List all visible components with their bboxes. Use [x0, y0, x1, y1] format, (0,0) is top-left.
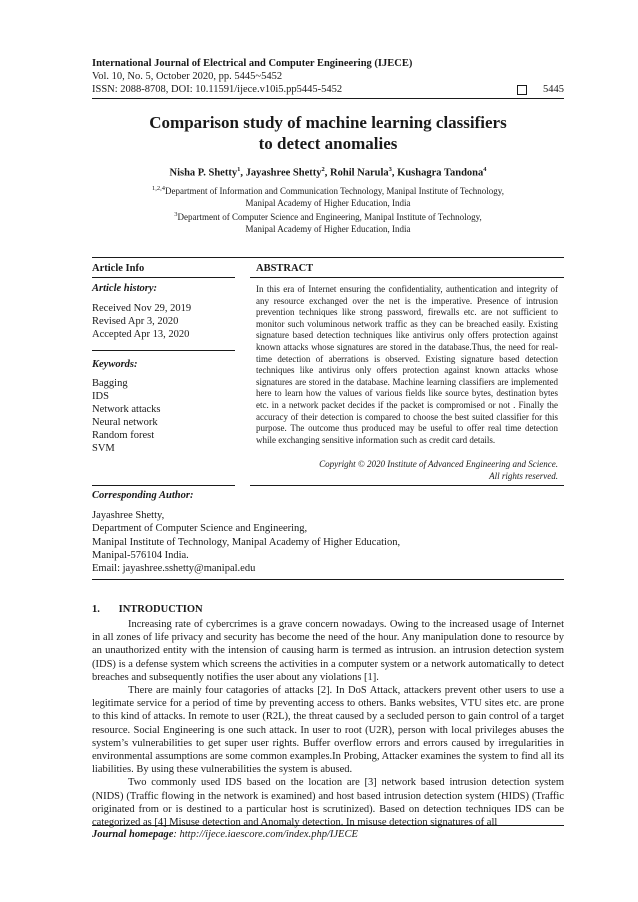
- paragraph: Two commonly used IDS based on the location are [3] network based intrusion detection system (NIDS) (Traffic flowing in the network is examined) and host based intrusion detection system (HIDS) (Traffic originated from or is destined to a particular host is scrutinized). Based on detection techniques IDS can be categorized as [4] Misuse detection and Anomaly detection. In misuse detection signatures of all: [92, 777, 564, 829]
- keyword-item: IDS: [92, 391, 109, 402]
- paper-title: [92, 112, 564, 154]
- keywords-rule: [92, 350, 235, 351]
- author-list: Nisha P. Shetty$^1$, Jayashree Shetty$^2$, Rohil Narula$^3$, Kushagra Tandona$^4$: [169, 166, 487, 179]
- affiliations: [92, 183, 564, 235]
- corresponding-line: Department of Computer Science and Engineering,: [92, 523, 308, 535]
- paragraph: Increasing rate of cybercrimes is a grave concern nowadays. Owing to the increased usage of Internet in all zones of life privacy and security has become the need of the hour. Any manipulation done to resource by an unauthorized entity with the intension of causing harm is termed as intrusion. an intrusion detection system (IDS) is a defense system which screens the activities in a computer system or a network automatically to detect breaches and subsequently notifies the user about any violations [1].: [92, 619, 564, 683]
- author: Jayashree Shetty: [245, 167, 322, 179]
- keyword-item: SVM: [92, 443, 115, 454]
- keyword-item: Bagging: [92, 378, 128, 389]
- corresponding-line: Manipal-576104 India.: [92, 549, 189, 561]
- box-icon: [517, 85, 527, 95]
- copyright-line: All rights reserved.: [489, 470, 558, 481]
- corresponding-line: Manipal Institute of Technology, Manipal Academy of Higher Education,: [92, 536, 401, 548]
- affiliation-line: Manipal Academy of Higher Education, India: [245, 223, 411, 234]
- keyword-item: Network attacks: [92, 404, 161, 415]
- copyright: [256, 459, 558, 482]
- abstract-bottom-rule: [250, 485, 564, 486]
- affiliation-line: Manipal Academy of Higher Education, India: [245, 197, 411, 208]
- history-list: [92, 302, 191, 341]
- corresponding-details: [92, 509, 564, 575]
- affiliation-text: Department of Information and Communication Technology, Manipal Institute of Technology,: [165, 186, 504, 196]
- journal-homepage-link[interactable]: http://ijece.iaescore.com/index.php/IJECE: [179, 829, 358, 840]
- author: Kushagra Tandona: [397, 167, 484, 179]
- history-item: Revised Apr 3, 2020: [92, 316, 179, 327]
- keywords-label: Keywords:: [92, 359, 138, 370]
- title-line-2: to detect anomalies: [258, 134, 398, 153]
- article-info-heading: Article Info: [92, 263, 145, 274]
- section-heading: [92, 604, 203, 615]
- header-rule: [92, 98, 564, 99]
- corresponding-line: Jayashree Shetty,: [92, 510, 165, 521]
- affiliation-sup: 1,2,4: [152, 185, 166, 192]
- issn-doi: ISSN: 2088-8708, DOI: 10.11591/ijece.v10i5.pp5445-5452: [92, 84, 343, 95]
- corresponding-email[interactable]: Email: jayashree.sshetty@manipal.edu: [92, 563, 256, 575]
- keywords-list: [92, 377, 161, 455]
- author: Rohil Narula: [330, 167, 389, 179]
- author-sup: 1: [237, 166, 241, 173]
- page-number: 5445: [543, 84, 564, 95]
- journal-issn: [92, 83, 564, 96]
- footer-rule: [92, 825, 564, 826]
- corresponding-label: Corresponding Author:: [92, 490, 194, 501]
- journal-name: International Journal of Electrical and Computer Engineering (IJECE): [92, 58, 413, 69]
- keyword-item: Neural network: [92, 417, 158, 428]
- history-label: Article history:: [92, 283, 158, 294]
- author-sup: 2: [321, 166, 325, 173]
- section-number: 1.: [92, 604, 100, 615]
- box-top-rule: [92, 257, 564, 258]
- history-item: Received Nov 29, 2019: [92, 303, 192, 314]
- abstract-text: In this era of Internet ensuring the confidentiality, authentication and integrity of any resource exchanged over the net is the imperative. Presence of intrusion prevention techniques like strong password, firewalls etc. are not sufficient to monitor such voluminous network traffic as they can be breached easily. Existing signature based detection techniques like antivirus only offers protection against known attacks whose signatures are stored in the database.Thus, the need for real-time detection of aberrations is observed. Existing signature based detection techniques like antivirus only offers protection against known attacks whose signatures are stored in the database. Machine learning classifiers are implemented here to learn how the values of various fields like source bytes, destination bytes etc. in a network packet decides if the packet is compromised or not . Finally the accuracy of their detection is compared to choose the best suited classifier for this purpose. The outcome thus produced may be useful to offer real time detection while exchanging sensitive information such as credit card details.: [256, 284, 558, 445]
- copyright-line: Copyright © 2020 Institute of Advanced Engineering and Science.: [319, 459, 558, 469]
- info-bottom-rule: [92, 485, 235, 486]
- author-sup: 4: [483, 166, 487, 173]
- info-rule: [92, 277, 235, 278]
- abstract-heading: ABSTRACT: [256, 263, 314, 274]
- paragraph: There are mainly four catagories of attacks [2]. In DoS Attack, attackers prevent other users to use a legitimate service for a period of time by preventing access to others. Banks websites, VTU sites etc. are prone to this kind of attacks. In remote to user (R2L), the threat caused by a secluded person to gain control of a target resource. Social Engineering is one such attack. In user to root (U2R), person with local privileges abuses the system’s vulnerabilities to get super user rights. Buffer overflow errors and errors caused by irregularities in environmental assumptions are some common examples.In Probing, Attacker examines the system to find all its liabilities. By using these vulnerabilities the system is abused.: [92, 685, 564, 776]
- title-line-1: Comparison study of machine learning classifiers: [149, 113, 507, 132]
- page-number-group: [517, 83, 564, 96]
- author: Nisha P. Shetty: [169, 167, 238, 179]
- affiliation-text: Department of Computer Science and Engineering, Manipal Institute of Technology,: [177, 212, 482, 222]
- section-body: [92, 618, 564, 829]
- footer-label: Journal homepage: [92, 829, 174, 840]
- box-bottom-rule: [92, 579, 564, 580]
- affiliation-line: [92, 209, 564, 224]
- section-title: INTRODUCTION: [118, 604, 203, 615]
- history-item: Accepted Apr 13, 2020: [92, 329, 190, 340]
- affiliation-line: [92, 183, 564, 198]
- keyword-item: Random forest: [92, 430, 155, 441]
- author-sup: 3: [388, 166, 392, 173]
- footer: Journal homepage: http://ijece.iaescore.com/index.php/IJECE: [92, 829, 358, 840]
- affiliation-sup: 3: [174, 211, 178, 218]
- abstract-rule: [250, 277, 564, 278]
- journal-volume: Vol. 10, No. 5, October 2020, pp. 5445~5452: [92, 71, 283, 82]
